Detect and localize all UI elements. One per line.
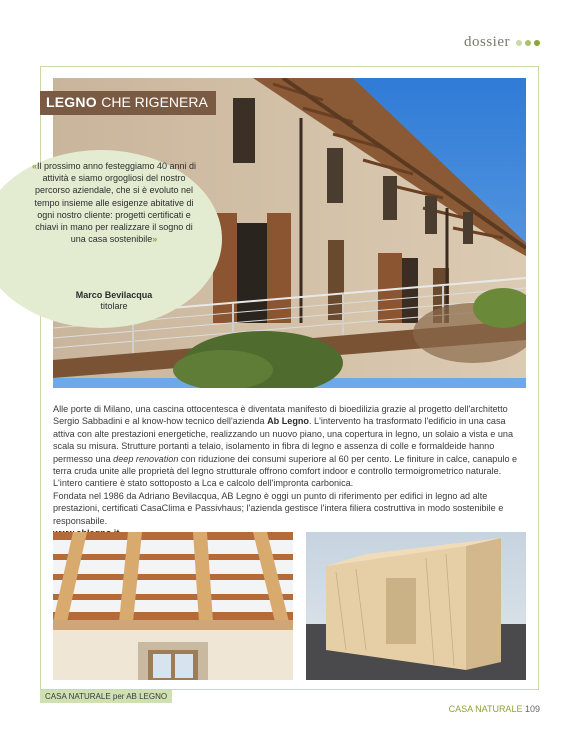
magazine-name: CASA NATURALE (448, 704, 523, 714)
quote-text (28, 160, 200, 245)
article-title (40, 91, 216, 115)
section-label: dossier (464, 34, 510, 50)
quote-open-mark: « (31, 161, 37, 171)
body-text-run: con riduzione dei consumi superiore al 60 per cento. Le finiture in calce, canapulo e terra cruda unite alle proprietà del legno strutturale offrono comfort indoor e controllo termoigrometrico naturale. L'intero cantiere è stato sottoposto a Lca e calcolo dell'impronta carbonica. (53, 453, 518, 489)
article-body (53, 403, 528, 539)
title-bold: LEGNO (46, 94, 97, 110)
section-header (464, 34, 540, 51)
page-number: 109 (524, 704, 540, 714)
italic-term: deep renovation (113, 453, 179, 464)
section-dots (516, 40, 540, 46)
dot-dark (534, 40, 540, 46)
quote-body: Il prossimo anno festeggiamo 40 anni di attività e siamo orgogliosi del nostro percorso aziendale, che si è evoluto nel tempo insieme alle esigenze abitative di ogni nostro cliente: progetti certificati e chiavi in mano per realizzare il sogno di una casa sostenibile (34, 161, 197, 245)
footer-credit: CASA NATURALE per AB LEGNO (40, 690, 172, 703)
body-paragraph-1 (53, 403, 528, 490)
dot-light (516, 40, 522, 46)
brand-name: Ab Legno (267, 416, 309, 427)
quote-author-name: Marco Bevilacqua (75, 290, 153, 300)
body-text-run: Alle porte di Milano, una cascina ottocentesca è diventata manifesto di bioedilizia grazie al progetto dell'architetto Sergio Sabbadini e al know-how tecnico dell'azienda (53, 404, 508, 427)
title-rest: CHE RIGENERA (101, 94, 208, 110)
photo-timber-panel (306, 532, 526, 680)
body-paragraph-2: Fondata nel 1986 da Adriano Bevilacqua, AB Legno è oggi un punto di riferimento per edifici in legno ad alte prestazioni, certificati CasaClima e Passivhaus; l'azienda gestisce l'intera filiera costruttiva in modo sostenibile e responsabile. (53, 490, 504, 526)
quote-close-mark: » (152, 234, 158, 245)
quote-attribution (28, 290, 200, 312)
dot-mid (525, 40, 531, 46)
body-text-run: . L'intervento ha trasformato l'edificio in una casa attiva con alte prestazioni energetiche, realizzando un nuovo piano, una copertura in legno, un solaio a vista e una scala su misura. Strutture portanti a telaio, isolamento in fibra di legno e assenza di colle e formaldeide hanno permesso una (53, 416, 514, 464)
photo-timber-ceiling (53, 532, 293, 680)
quote-author-role: titolare (100, 301, 128, 311)
footer-page-info (449, 704, 540, 714)
